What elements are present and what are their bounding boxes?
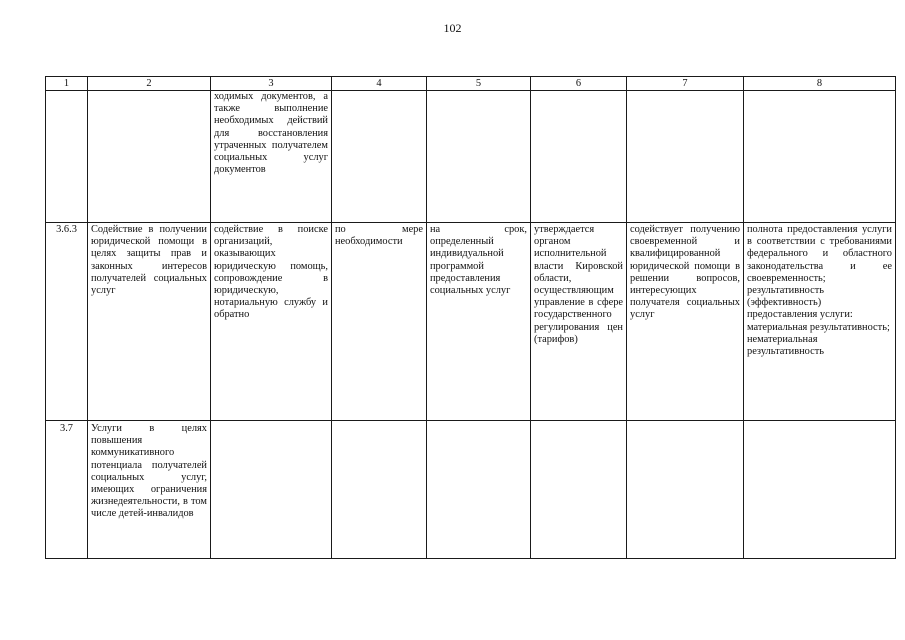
table-cell — [627, 223, 744, 421]
table-cell — [627, 91, 744, 223]
table-row — [46, 91, 896, 223]
column-header: 2 — [88, 77, 211, 91]
table-cell — [332, 421, 427, 559]
table-cell — [627, 421, 744, 559]
table-cell — [427, 223, 531, 421]
table-row — [46, 421, 896, 559]
service-name: Услуги в целях повышения коммуникативного потенциала получателей социальных услуг, имеющих ограничения жизнедеятельности, в том числе детей-инвалидов — [91, 423, 207, 520]
services-table — [45, 76, 896, 559]
column-header: 6 — [531, 77, 627, 91]
table-cell — [531, 91, 627, 223]
table-cell — [88, 91, 211, 223]
table-cell — [744, 91, 896, 223]
cell-text: ходимых документов, а также выполнение необходимых действий для восстановления утраченных получателем социальных услуг документов — [214, 91, 328, 176]
row-number: 3.6.3 — [56, 224, 77, 235]
column-header: 8 — [744, 77, 896, 91]
column-header: 4 — [332, 77, 427, 91]
table-cell — [211, 223, 332, 421]
service-description: содействие в поиске организаций, оказывающих юридическую помощь, сопровождение в юридическую, нотариальную службу и обратно — [214, 224, 328, 321]
service-quality-indicators: полнота предоставления услуги в соответствии с требованиями федерального и областного законодательства и ее своевременность; результативность (эффективность) предоставления услуги: материальная результативность; нематериальная результативность — [747, 224, 892, 358]
service-conditions: содействует получению своевременной и квалифицированной юридической помощи в решении вопросов, интересующих получателя социальных услуг — [630, 224, 740, 321]
column-header: 5 — [427, 77, 531, 91]
table-cell — [46, 223, 88, 421]
table-cell — [427, 421, 531, 559]
table-cell — [88, 421, 211, 559]
column-header: 7 — [627, 77, 744, 91]
table-cell — [744, 223, 896, 421]
table-cell — [88, 223, 211, 421]
table-cell — [46, 421, 88, 559]
row-number: 3.7 — [60, 423, 73, 434]
table-header-row — [46, 77, 896, 91]
service-frequency: по мере необходимости — [335, 224, 423, 248]
table-cell — [46, 91, 88, 223]
table-cell — [211, 421, 332, 559]
table-cell — [531, 421, 627, 559]
table-cell — [744, 421, 896, 559]
table-row — [46, 223, 896, 421]
service-name: Содействие в получении юридической помощи в целях защиты прав и законных интересов получателей социальных услуг — [91, 224, 207, 297]
table-cell — [332, 91, 427, 223]
page-number: 102 — [443, 21, 462, 35]
table-cell — [332, 223, 427, 421]
service-term: на срок, определенный индивидуальной программой предоставления социальных услуг — [430, 224, 527, 297]
column-header: 3 — [211, 77, 332, 91]
table-cell — [531, 223, 627, 421]
table-cell — [427, 91, 531, 223]
table-cell — [211, 91, 332, 223]
column-header: 1 — [46, 77, 88, 91]
service-tariff: утверждается органом исполнительной власти Кировской области, осуществляющим управление в сфере государственного регулирования цен (тарифов) — [534, 224, 623, 345]
